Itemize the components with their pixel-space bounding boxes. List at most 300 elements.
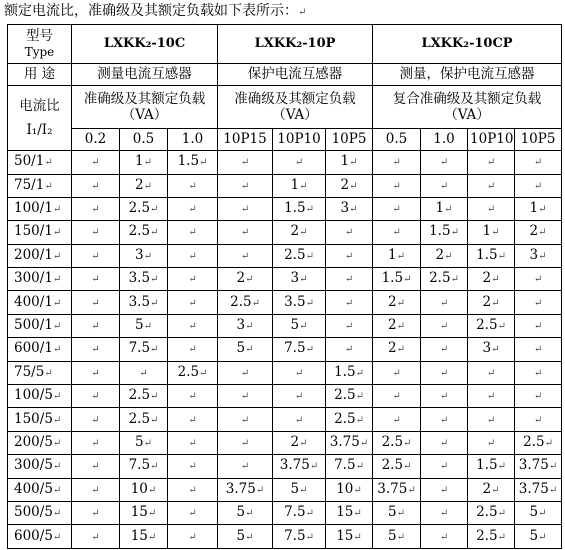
- load-cell: [72, 431, 120, 454]
- load-cell: [468, 174, 515, 197]
- paragraph-mark-icon: ↵: [533, 367, 543, 379]
- paragraph-mark-icon: ↵: [305, 250, 314, 262]
- load-value: 2.5: [381, 457, 404, 474]
- ratio-value: 300/5: [14, 457, 53, 474]
- load-cell: [273, 291, 326, 314]
- load-cell: [468, 244, 515, 267]
- paragraph-mark-icon: ↵: [52, 414, 62, 426]
- load-cell: [326, 244, 373, 267]
- paragraph-mark-icon: ↵: [240, 227, 250, 239]
- load-cell: [72, 174, 120, 197]
- load-value: 2.5: [381, 434, 404, 450]
- paragraph-mark-icon: ↵: [359, 438, 369, 449]
- load-value: 10: [336, 480, 354, 497]
- load-value: 3.75: [225, 480, 256, 497]
- paragraph-mark-icon: ↵: [199, 367, 208, 379]
- paragraph-mark-icon: ↵: [355, 367, 364, 379]
- load-cell: [373, 221, 421, 244]
- paragraph-mark-icon: ↵: [44, 367, 53, 379]
- paragraph-mark-icon: ↵: [355, 461, 364, 473]
- ratio-cell: [8, 314, 72, 337]
- paragraph-mark-icon: ↵: [52, 461, 62, 473]
- accuracy-class-header: 1.0: [421, 128, 468, 150]
- paragraph-mark-icon: ↵: [548, 484, 558, 496]
- load-cell: [218, 385, 273, 408]
- load-value: 3: [236, 317, 246, 334]
- load-cell: [218, 455, 273, 478]
- paragraph-mark-icon: ↵: [486, 414, 496, 426]
- paragraph-mark-icon: ↵: [305, 531, 314, 543]
- paragraph-mark-icon: ↵: [188, 274, 197, 286]
- paragraph-mark-icon: ↵: [91, 274, 100, 286]
- load-value: 2.5: [128, 223, 151, 240]
- load-cell: [72, 501, 120, 524]
- paragraph-mark-icon: ↵: [450, 274, 459, 286]
- table-row: [8, 525, 562, 549]
- table-row: [8, 314, 562, 337]
- paragraph-mark-icon: ↵: [91, 484, 100, 496]
- paragraph-mark-icon: ↵: [240, 157, 250, 169]
- load-value: 2.5: [476, 504, 498, 521]
- load-cell: [421, 478, 468, 501]
- load-cell: [326, 221, 373, 244]
- paragraph-mark-icon: ↵: [91, 461, 100, 473]
- paragraph-mark-icon: ↵: [188, 461, 197, 473]
- paragraph-mark-icon: ↵: [143, 438, 152, 449]
- paragraph-mark-icon: ↵: [403, 461, 412, 473]
- rated-ratio-table: [7, 24, 562, 549]
- load-cell: [326, 408, 373, 431]
- paragraph-mark-icon: ↵: [349, 157, 358, 169]
- ratio-cell: [8, 174, 72, 197]
- load-value: 3: [529, 246, 539, 263]
- load-value: 2: [482, 293, 492, 310]
- load-cell: [515, 197, 562, 220]
- load-cell: [218, 478, 273, 501]
- ratio-value: 600/5: [14, 527, 53, 544]
- paragraph-mark-icon: ↵: [349, 204, 358, 216]
- load-cell: [326, 314, 373, 337]
- table-row: [8, 408, 562, 431]
- paragraph-mark-icon: ↵: [188, 508, 197, 520]
- paragraph-mark-icon: ↵: [44, 180, 53, 192]
- paragraph-mark-icon: ↵: [294, 391, 304, 403]
- load-cell: [72, 151, 120, 174]
- load-cell: [273, 221, 326, 244]
- load-value: 1.5: [334, 363, 356, 380]
- load-cell: [373, 361, 421, 384]
- load-cell: [515, 244, 562, 267]
- paragraph-mark-icon: ↵: [147, 484, 157, 496]
- load-value: 2: [435, 246, 445, 263]
- load-cell: [168, 197, 218, 220]
- paragraph-mark-icon: ↵: [299, 180, 308, 192]
- paragraph-mark-icon: ↵: [52, 204, 62, 216]
- load-cell: [72, 244, 120, 267]
- ratio-cell: [8, 385, 72, 408]
- load-cell: [326, 174, 373, 197]
- paragraph-mark-icon: ↵: [486, 204, 496, 216]
- paragraph-mark-icon: ↵: [240, 414, 250, 426]
- load-cell: [468, 314, 515, 337]
- load-cell: [326, 385, 373, 408]
- paragraph-mark-icon: ↵: [240, 391, 250, 403]
- type-label-cell: [8, 25, 72, 64]
- paragraph-mark-icon: ↵: [91, 204, 100, 216]
- ratio-value: 150/5: [14, 410, 53, 427]
- load-cell: [168, 455, 218, 478]
- paragraph-mark-icon: ↵: [91, 180, 100, 192]
- load-cell: [421, 455, 468, 478]
- paragraph-mark-icon: ↵: [91, 531, 100, 543]
- paragraph-mark-icon: ↵: [396, 531, 405, 543]
- ratio-value: 600/1: [14, 340, 53, 357]
- paragraph-mark-icon: ↵: [52, 508, 62, 520]
- load-cell: [326, 525, 373, 549]
- paragraph-mark-icon: ↵: [150, 204, 159, 216]
- paragraph-mark-icon: ↵: [305, 297, 314, 309]
- load-value: 2: [388, 340, 397, 357]
- paragraph-mark-icon: ↵: [533, 180, 543, 192]
- ratio-cell: [8, 151, 72, 174]
- paragraph-mark-icon: ↵: [439, 344, 449, 356]
- paragraph-mark-icon: ↵: [497, 531, 506, 543]
- paragraph-mark-icon: ↵: [486, 180, 496, 192]
- header-row-class: [8, 86, 562, 129]
- paragraph-mark-icon: ↵: [439, 484, 449, 496]
- load-cell: [326, 431, 373, 454]
- load-cell: [168, 268, 218, 291]
- load-value: 2.5: [429, 270, 451, 287]
- load-cell: [218, 151, 273, 174]
- paragraph-mark-icon: ↵: [349, 180, 358, 192]
- paragraph-mark-icon: ↵: [188, 344, 197, 356]
- paragraph-mark-icon: ↵: [91, 508, 100, 520]
- paragraph-mark-icon: ↵: [240, 250, 250, 262]
- load-cell: [515, 478, 562, 501]
- paragraph-mark-icon: ↵: [538, 204, 547, 216]
- paragraph-mark-icon: ↵: [188, 414, 197, 426]
- load-value: 1.5: [381, 270, 404, 287]
- load-value: 2: [340, 176, 350, 193]
- paragraph-mark-icon: ↵: [538, 227, 547, 239]
- paragraph-mark-icon: ↵: [344, 297, 354, 309]
- paragraph-mark-icon: ↵: [305, 344, 314, 356]
- load-value: 2: [135, 176, 144, 193]
- load-cell: [218, 291, 273, 314]
- load-cell: [120, 268, 168, 291]
- load-cell: [468, 431, 515, 454]
- load-cell: [373, 151, 421, 174]
- table-row: [8, 244, 562, 267]
- load-cell: [421, 525, 468, 549]
- load-cell: [373, 291, 421, 314]
- load-cell: [168, 501, 218, 524]
- paragraph-mark-icon: ↵: [188, 438, 197, 449]
- ratio-value: 75/1: [14, 176, 45, 193]
- load-cell: [168, 314, 218, 337]
- ratio-cell: [8, 197, 72, 220]
- paragraph-mark-icon: ↵: [533, 297, 543, 309]
- paragraph-mark-icon: ↵: [52, 484, 62, 496]
- load-value: 1: [482, 223, 492, 240]
- load-cell: [421, 385, 468, 408]
- load-value: 15: [130, 504, 148, 521]
- load-value: 7.5: [284, 504, 306, 521]
- paragraph-mark-icon: ↵: [444, 204, 453, 216]
- accuracy-class-header: 10P5: [515, 128, 562, 150]
- paragraph-mark-icon: ↵: [245, 274, 254, 286]
- table-row: [8, 478, 562, 501]
- load-cell: [168, 408, 218, 431]
- load-cell: [168, 174, 218, 197]
- paragraph-mark-icon: ↵: [355, 391, 364, 403]
- load-value: 15: [336, 527, 354, 544]
- paragraph-mark-icon: ↵: [353, 508, 362, 520]
- paragraph-mark-icon: ↵: [91, 414, 100, 426]
- paragraph-mark-icon: ↵: [91, 227, 100, 239]
- load-value: 5: [290, 317, 300, 334]
- load-cell: [273, 478, 326, 501]
- paragraph-mark-icon: ↵: [52, 250, 62, 262]
- load-cell: [120, 291, 168, 314]
- paragraph-mark-icon: ↵: [439, 391, 449, 403]
- paragraph-mark-icon: ↵: [299, 321, 308, 333]
- load-cell: [326, 268, 373, 291]
- load-value: 5: [135, 317, 144, 334]
- load-cell: [468, 197, 515, 220]
- load-cell: [218, 174, 273, 197]
- load-value: 2.5: [334, 387, 356, 404]
- load-cell: [468, 338, 515, 361]
- load-cell: [72, 408, 120, 431]
- load-cell: [168, 338, 218, 361]
- ratio-value: 75/5: [14, 363, 45, 380]
- load-cell: [72, 197, 120, 220]
- accuracy-class-header: 0.5: [373, 128, 421, 150]
- load-value: 2.5: [334, 410, 356, 427]
- ratio-cell: [8, 221, 72, 244]
- paragraph-mark-icon: ↵: [344, 321, 354, 333]
- load-value: 7.5: [284, 340, 306, 357]
- load-value: 1: [135, 153, 144, 170]
- load-cell: [421, 314, 468, 337]
- load-cell: [468, 385, 515, 408]
- load-cell: [373, 431, 421, 454]
- load-value: 2: [388, 293, 397, 310]
- paragraph-mark-icon: ↵: [299, 484, 308, 496]
- paragraph-mark-icon: ↵: [491, 344, 500, 356]
- paragraph-mark-icon: ↵: [491, 274, 500, 286]
- load-cell: [120, 478, 168, 501]
- load-cell: [326, 501, 373, 524]
- load-value: 2: [482, 270, 492, 287]
- paragraph-mark-icon: ↵: [403, 274, 412, 286]
- paragraph-mark-icon: ↵: [91, 321, 100, 333]
- paragraph-mark-icon: ↵: [143, 250, 152, 262]
- load-value: 5: [529, 504, 539, 521]
- paragraph-mark-icon: ↵: [150, 297, 159, 309]
- paragraph-mark-icon: ↵: [497, 508, 506, 520]
- load-cell: [120, 361, 168, 384]
- load-cell: [273, 338, 326, 361]
- load-value: 3: [482, 340, 492, 357]
- load-cell: [120, 244, 168, 267]
- load-cell: [515, 291, 562, 314]
- paragraph-mark-icon: ↵: [150, 461, 159, 473]
- load-value: 7.5: [284, 527, 306, 544]
- paragraph-mark-icon: ↵: [52, 438, 62, 449]
- load-cell: [515, 314, 562, 337]
- load-cell: [168, 385, 218, 408]
- ratio-value: 100/1: [14, 200, 53, 217]
- load-cell: [373, 314, 421, 337]
- table-row: [8, 501, 562, 524]
- paragraph-mark-icon: ↵: [305, 204, 314, 216]
- class-label-10c: 准确级及其额定负载（VA）: [72, 86, 218, 129]
- load-cell: [373, 268, 421, 291]
- load-value: 7.5: [128, 457, 151, 474]
- paragraph-mark-icon: ↵: [491, 297, 500, 309]
- load-cell: [218, 221, 273, 244]
- ratio-cell: [8, 455, 72, 478]
- paragraph-mark-icon: ↵: [188, 484, 197, 496]
- load-cell: [373, 501, 421, 524]
- paragraph-mark-icon: ↵: [533, 391, 543, 403]
- paragraph-mark-icon: ↵: [533, 344, 543, 356]
- paragraph-mark-icon: ↵: [150, 391, 159, 403]
- load-value: 5: [236, 527, 246, 544]
- paragraph-mark-icon: ↵: [52, 274, 62, 286]
- load-cell: [373, 174, 421, 197]
- load-cell: [72, 338, 120, 361]
- paragraph-mark-icon: ↵: [491, 484, 500, 496]
- paragraph-mark-icon: ↵: [150, 414, 159, 426]
- paragraph-mark-icon: ↵: [245, 508, 254, 520]
- paragraph-mark-icon: ↵: [396, 344, 405, 356]
- load-cell: [468, 291, 515, 314]
- paragraph-mark-icon: ↵: [188, 297, 197, 309]
- paragraph-mark-icon: ↵: [355, 414, 364, 426]
- paragraph-mark-icon: ↵: [491, 227, 500, 239]
- paragraph-mark-icon: ↵: [188, 391, 197, 403]
- load-value: 3: [135, 246, 144, 263]
- load-cell: [72, 385, 120, 408]
- load-cell: [120, 501, 168, 524]
- load-value: 1: [290, 176, 300, 193]
- ratio-cell: [8, 291, 72, 314]
- ratio-sub-label: I₁/I₂: [26, 122, 53, 139]
- paragraph-mark-icon: ↵: [147, 508, 157, 520]
- load-cell: [168, 221, 218, 244]
- load-cell: [120, 408, 168, 431]
- paragraph-mark-icon: ↵: [294, 367, 304, 379]
- load-cell: [218, 244, 273, 267]
- model-10c: LXKK₂-10C: [72, 25, 218, 64]
- load-cell: [218, 501, 273, 524]
- header-row-usage: [8, 63, 562, 85]
- load-cell: [373, 197, 421, 220]
- table-row: [8, 221, 562, 244]
- paragraph-mark-icon: ↵: [240, 438, 250, 449]
- ratio-value: 300/1: [14, 270, 53, 287]
- load-cell: [273, 408, 326, 431]
- paragraph-mark-icon: ↵: [245, 344, 254, 356]
- load-cell: [273, 268, 326, 291]
- load-value: 5: [529, 527, 539, 544]
- table-row: [8, 291, 562, 314]
- ratio-cell: [8, 361, 72, 384]
- load-cell: [218, 338, 273, 361]
- load-cell: [168, 151, 218, 174]
- paragraph-mark-icon: ↵: [150, 274, 159, 286]
- table-row: [8, 151, 562, 174]
- load-value: 7.5: [128, 340, 151, 357]
- load-cell: [72, 455, 120, 478]
- load-value: 2.5: [523, 434, 545, 450]
- paragraph-mark-icon: ↵: [91, 344, 100, 356]
- load-cell: [515, 174, 562, 197]
- load-value: 5: [135, 434, 144, 450]
- paragraph-mark-icon: ↵: [450, 227, 459, 239]
- paragraph-mark-icon: ↵: [439, 321, 449, 333]
- load-value: 5: [388, 527, 397, 544]
- paragraph-mark-icon: ↵: [392, 204, 401, 216]
- load-cell: [468, 221, 515, 244]
- load-cell: [373, 478, 421, 501]
- paragraph-mark-icon: ↵: [344, 344, 354, 356]
- ratio-cell: [8, 244, 72, 267]
- load-cell: [72, 361, 120, 384]
- paragraph-mark-icon: ↵: [52, 531, 62, 543]
- table-row: [8, 197, 562, 220]
- paragraph-mark-icon: ↵: [240, 367, 250, 379]
- load-cell: [421, 151, 468, 174]
- load-value: 3.5: [128, 293, 151, 310]
- load-cell: [218, 525, 273, 549]
- usage-label: 用 途: [8, 63, 72, 85]
- table-row: [8, 385, 562, 408]
- usage-10p: 保护电流互感器: [218, 63, 373, 85]
- page-caption: [4, 2, 306, 22]
- load-cell: [72, 314, 120, 337]
- load-cell: [273, 361, 326, 384]
- load-cell: [120, 385, 168, 408]
- load-value: 2.5: [284, 246, 306, 263]
- paragraph-mark-icon: ↵: [544, 438, 553, 449]
- load-value: 3.75: [518, 457, 549, 474]
- load-value: 1.5: [476, 246, 498, 263]
- ratio-cell: [8, 478, 72, 501]
- load-value: 3: [340, 200, 350, 217]
- load-value: 7.5: [334, 457, 356, 474]
- load-value: 2.5: [128, 410, 151, 427]
- paragraph-mark-icon: ↵: [188, 180, 197, 192]
- load-cell: [468, 455, 515, 478]
- paragraph-mark-icon: ↵: [91, 391, 100, 403]
- load-cell: [421, 408, 468, 431]
- paragraph-mark-icon: ↵: [486, 157, 496, 169]
- load-cell: [120, 431, 168, 454]
- paragraph-mark-icon: ↵: [439, 508, 449, 520]
- paragraph-mark-icon: ↵: [407, 484, 416, 496]
- load-value: 1.5: [284, 200, 306, 217]
- load-cell: [515, 501, 562, 524]
- load-cell: [218, 268, 273, 291]
- load-cell: [120, 455, 168, 478]
- load-cell: [326, 151, 373, 174]
- paragraph-mark-icon: ↵: [150, 344, 159, 356]
